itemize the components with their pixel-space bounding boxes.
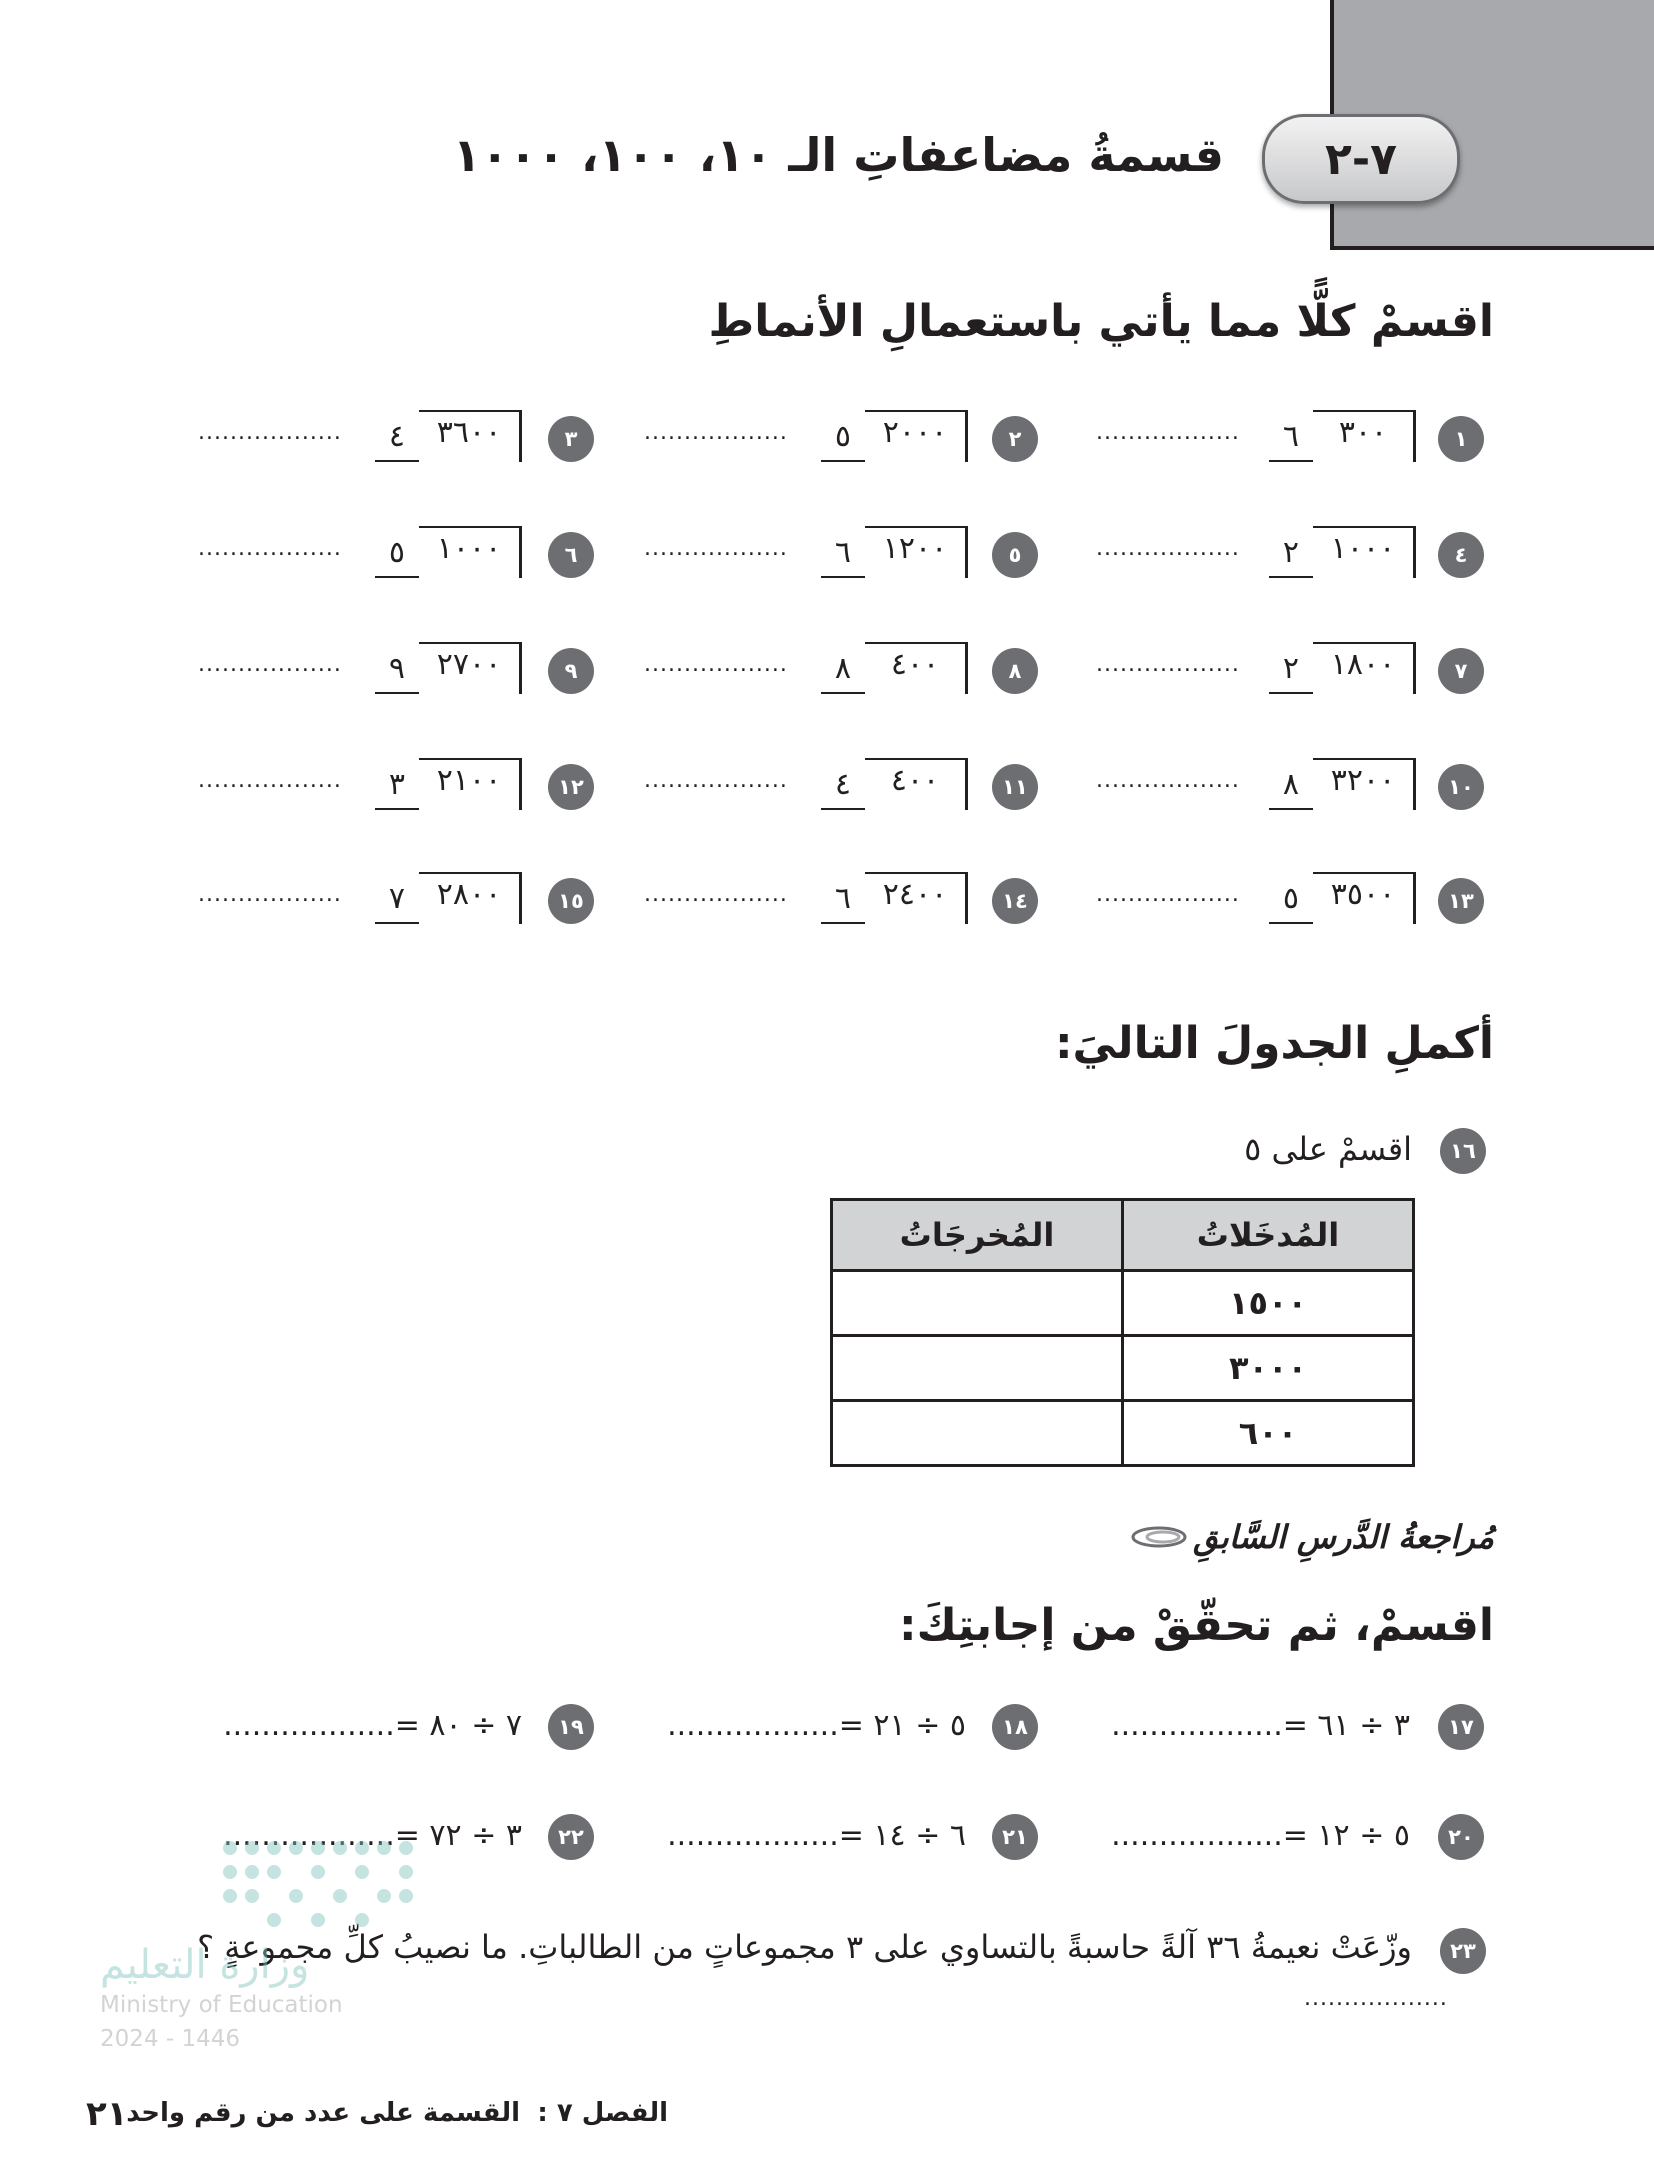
- table-output-cell[interactable]: [832, 1401, 1123, 1466]
- table-input-cell: ١٥٠٠: [1123, 1271, 1414, 1336]
- dividend: ٤٠٠: [865, 758, 968, 810]
- table-row: [832, 1401, 1414, 1466]
- problem-number-badge: ١٦: [1440, 1128, 1486, 1174]
- problem-number-badge: ٦: [548, 532, 594, 578]
- problem-number-badge: ٩: [548, 648, 594, 694]
- swirl-icon: [1129, 1522, 1189, 1552]
- division-problem: [0, 648, 1654, 706]
- table-input-cell: ٦٠٠: [1123, 1401, 1414, 1466]
- problem-number-badge: ٢١: [992, 1814, 1038, 1860]
- problem-number-badge: ٣: [548, 416, 594, 462]
- input-output-table: [830, 1198, 1415, 1467]
- problem-16: [0, 1120, 1654, 1180]
- table-row: [832, 1336, 1414, 1401]
- divisor: ٨: [1269, 764, 1313, 810]
- equation-text[interactable]: ..................= ٦ ÷ ١٤: [667, 1818, 966, 1853]
- table-output-cell[interactable]: [832, 1336, 1123, 1401]
- dividend: ٢٠٠٠: [865, 410, 968, 462]
- dividend: ١٠٠٠: [1313, 526, 1416, 578]
- problem-number-badge: ١٧: [1438, 1704, 1484, 1750]
- long-division-bracket: [375, 758, 522, 810]
- review-instruction: اقسمْ، ثم تحقّقْ من إجابتِكَ:: [899, 1600, 1494, 1651]
- division-problem: [0, 416, 1654, 474]
- dividend: ٤٠٠: [865, 642, 968, 694]
- problem-number-badge: ٢٢: [548, 1814, 594, 1860]
- ministry-arabic-name: وزارة التعليم: [100, 1942, 310, 1988]
- equation-text[interactable]: ..................= ٣ ÷ ٧٢: [223, 1818, 522, 1853]
- page-number: ٢١: [86, 2094, 128, 2134]
- ministry-logo: [100, 1836, 480, 2086]
- problem-number-badge: ١٩: [548, 1704, 594, 1750]
- long-division-bracket: [375, 410, 522, 462]
- divisor: ٥: [375, 532, 419, 578]
- problem-number-badge: ٨: [992, 648, 1038, 694]
- dividend: ١٨٠٠: [1313, 642, 1416, 694]
- word-problem-text: وزّعَتْ نعيمةُ ٣٦ آلةً حاسبةً بالتساوي على ٣ مجموعاتٍ من الطالباتِ. ما نصيبُ كلِّ مجموعةٍ ؟: [197, 1928, 1412, 1966]
- dividend: ٣٢٠٠: [1313, 758, 1416, 810]
- answer-blank[interactable]: ..................: [1096, 882, 1240, 907]
- problem-number-badge: ١: [1438, 416, 1484, 462]
- answer-blank[interactable]: ..................: [644, 536, 788, 561]
- division-problem: [0, 764, 1654, 822]
- equation-text[interactable]: ..................= ٣ ÷ ٦١: [1111, 1708, 1410, 1743]
- answer-blank[interactable]: ..................: [644, 882, 788, 907]
- problem-number-badge: ١٢: [548, 764, 594, 810]
- lesson-number-badge: [1262, 114, 1460, 204]
- lesson-number: ٧-٢: [1325, 133, 1397, 185]
- dividend: ٢١٠٠: [419, 758, 522, 810]
- problem-number-badge: ٧: [1438, 648, 1484, 694]
- problem-number-badge: ١٥: [548, 878, 594, 924]
- problem-number-badge: ٢٠: [1438, 1814, 1484, 1860]
- problem-number-badge: ٢٣: [1440, 1928, 1486, 1974]
- divisor: ٥: [1269, 878, 1313, 924]
- problem-number-badge: ٢: [992, 416, 1038, 462]
- problem-number-badge: ١٨: [992, 1704, 1038, 1750]
- dividend: ٣٦٠٠: [419, 410, 522, 462]
- section2-instruction: أكملِ الجدولَ التاليَ:: [1054, 1018, 1494, 1069]
- equation-text[interactable]: ..................= ٥ ÷ ١٢: [1111, 1818, 1410, 1853]
- problem-16-text: اقسمْ على ٥: [1244, 1130, 1412, 1168]
- answer-blank[interactable]: ..................: [198, 768, 342, 793]
- divisor: ٤: [375, 416, 419, 462]
- divisor: ٣: [375, 764, 419, 810]
- divisor: ٦: [1269, 416, 1313, 462]
- dividend: ٣٠٠: [1313, 410, 1416, 462]
- ministry-year: 2024 - 1446: [100, 2026, 240, 2052]
- divisor: ٦: [821, 878, 865, 924]
- long-division-bracket: [375, 526, 522, 578]
- table-header-outputs: المُخرجَاتُ: [832, 1200, 1123, 1271]
- problem-number-badge: ١١: [992, 764, 1038, 810]
- dividend: ١٢٠٠: [865, 526, 968, 578]
- problem-number-badge: ١٤: [992, 878, 1038, 924]
- answer-blank[interactable]: ..................: [644, 420, 788, 445]
- answer-blank[interactable]: ..................: [198, 420, 342, 445]
- answer-blank[interactable]: ..................: [198, 536, 342, 561]
- answer-blank[interactable]: ..................: [1096, 420, 1240, 445]
- divisor: ٨: [821, 648, 865, 694]
- division-problem: [0, 878, 1654, 936]
- dividend: ٢٨٠٠: [419, 872, 522, 924]
- divisor: ٦: [821, 532, 865, 578]
- review-label: مُراجعةُ الدَّرسِ السَّابقِ: [1193, 1518, 1494, 1556]
- long-division-bracket: [375, 642, 522, 694]
- divisor: ٤: [821, 764, 865, 810]
- division-problem: [0, 532, 1654, 590]
- answer-blank[interactable]: ..................: [198, 652, 342, 677]
- divisor: ٧: [375, 878, 419, 924]
- table-input-cell: ٣٠٠٠: [1123, 1336, 1414, 1401]
- problem-number-badge: ٤: [1438, 532, 1484, 578]
- answer-blank[interactable]: ..................: [1096, 768, 1240, 793]
- table-output-cell[interactable]: [832, 1271, 1123, 1336]
- dividend: ٣٥٠٠: [1313, 872, 1416, 924]
- chapter-title: القسمة على عدد من رقم واحد: [126, 2098, 520, 2128]
- problem-number-badge: ١٣: [1438, 878, 1484, 924]
- answer-blank[interactable]: ..................: [1096, 652, 1240, 677]
- problem-number-badge: ١٠: [1438, 764, 1484, 810]
- long-division-bracket: [375, 872, 522, 924]
- answer-blank[interactable]: ..................: [1096, 536, 1240, 561]
- equation-text[interactable]: ..................= ٧ ÷ ٨٠: [223, 1708, 522, 1743]
- answer-blank[interactable]: ..................: [198, 882, 342, 907]
- chapter-label: الفصل ٧ :: [537, 2098, 668, 2128]
- section1-instruction: اقسمْ كلًّا مما يأتي باستعمالِ الأنماطِ: [708, 296, 1494, 347]
- dividend: ٢٤٠٠: [865, 872, 968, 924]
- divisor: ٢: [1269, 648, 1313, 694]
- table-header-inputs: المُدخَلاتُ: [1123, 1200, 1414, 1271]
- review-equation: [0, 1704, 1654, 1760]
- answer-blank[interactable]: ..................: [1304, 1986, 1448, 2011]
- divisor: ٩: [375, 648, 419, 694]
- divisor: ٢: [1269, 532, 1313, 578]
- review-header: [1129, 1518, 1494, 1556]
- table-row: [832, 1271, 1414, 1336]
- ministry-english-name: Ministry of Education: [100, 1992, 343, 2018]
- answer-blank[interactable]: ..................: [644, 768, 788, 793]
- dividend: ١٠٠٠: [419, 526, 522, 578]
- divisor: ٥: [821, 416, 865, 462]
- problem-number-badge: ٥: [992, 532, 1038, 578]
- dividend: ٢٧٠٠: [419, 642, 522, 694]
- lesson-title: قسمةُ مضاعفاتِ الـ ١٠، ١٠٠، ١٠٠٠: [452, 128, 1224, 182]
- equation-text[interactable]: ..................= ٥ ÷ ٢١: [667, 1708, 966, 1743]
- answer-blank[interactable]: ..................: [644, 652, 788, 677]
